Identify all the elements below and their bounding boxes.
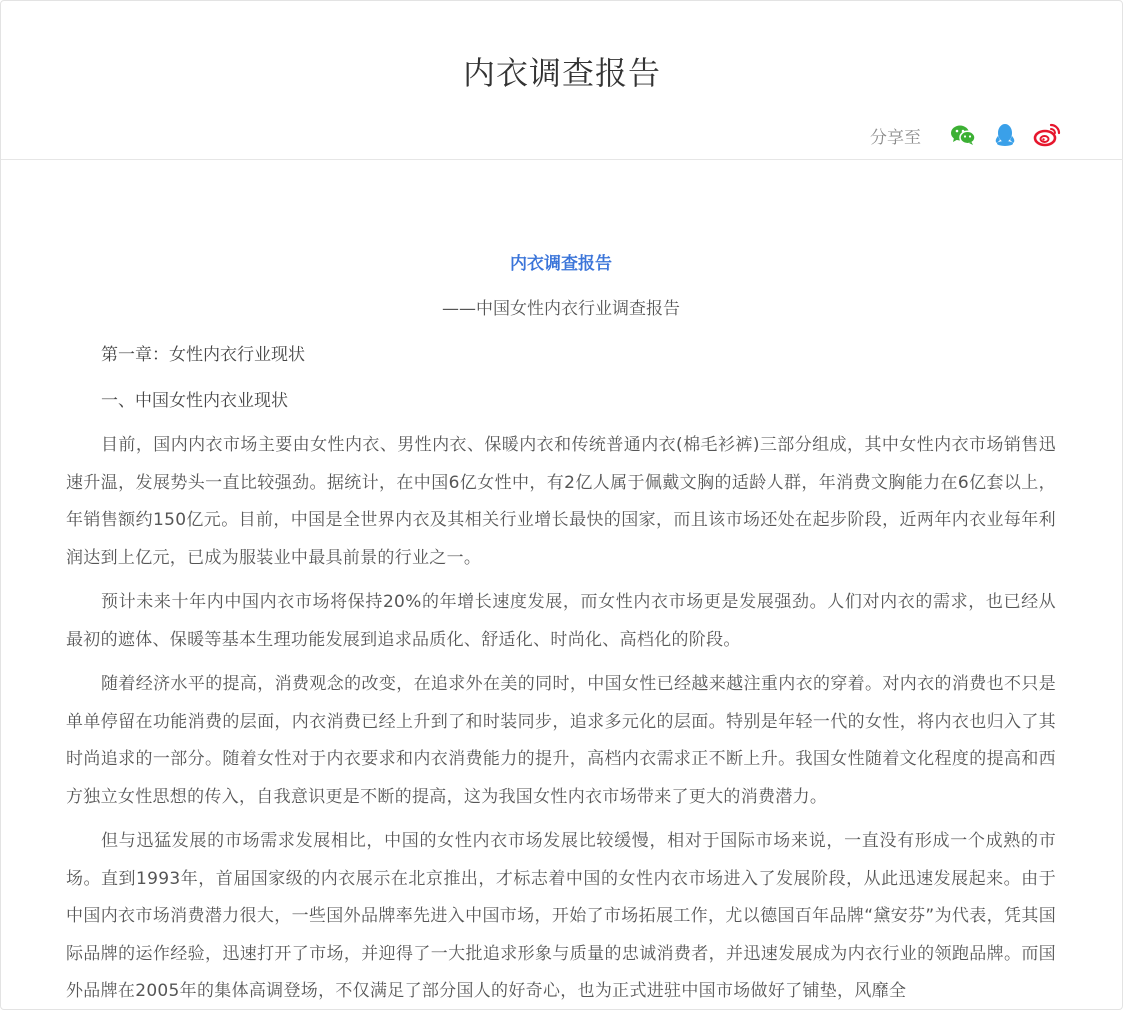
- section-heading: 一、中国女性内衣业现状: [101, 391, 288, 411]
- article-title: 内衣调查报告: [510, 254, 612, 274]
- paragraph: 预计未来十年内中国内衣市场将保持20%的年增长速度发展，而女性内衣市场更是发展强劲。人们对内衣的需求，也已经从最初的遮体、保暖等基本生理功能发展到追求品质化、舒适化、时尚化、高档化的阶段。: [66, 592, 1056, 650]
- article-subtitle: ——中国女性内衣行业调查报告: [442, 299, 680, 319]
- page-title: 内衣调查报告: [462, 54, 661, 92]
- page-header: [1, 1, 1123, 160]
- share-label: 分享至: [870, 127, 921, 148]
- share-bar: [870, 119, 1061, 151]
- paragraph: 随着经济水平的提高，消费观念的改变，在追求外在美的同时，中国女性已经越来越注重内衣的穿着。对内衣的消费也不只是单单停留在功能消费的层面，内衣消费已经上升到了和时装同步，追求多元化的层面。特别是年轻一代的女性，将内衣也归入了其时尚追求的一部分。随着女性对于内衣要求和内衣消费能力的提升，高档内衣需求正不断上升。我国女性随着文化程度的提高和西方独立女性思想的传入，自我意识更是不断的提高，这为我国女性内衣市场带来了更大的消费潜力。: [66, 674, 1056, 807]
- qq-icon[interactable]: [991, 121, 1019, 149]
- paragraph: 目前，国内内衣市场主要由女性内衣、男性内衣、保暖内衣和传统普通内衣(棉毛衫裤)三部分组成，其中女性内衣市场销售迅速升温，发展势头一直比较强劲。据统计，在中国6亿女性中，有2亿人属于佩戴文胸的适龄人群，年消费文胸能力在6亿套以上，年销售额约150亿元。目前，中国是全世界内衣及其相关行业增长最快的国家，而且该市场还处在起步阶段，近两年内衣业每年利润达到上亿元，已成为服装业中最具前景的行业之一。: [66, 435, 1056, 568]
- wechat-icon[interactable]: [949, 121, 977, 149]
- weibo-icon[interactable]: [1033, 121, 1061, 149]
- chapter-heading: 第一章：女性内衣行业现状: [101, 345, 305, 365]
- paragraph: 但与迅猛发展的市场需求发展相比，中国的女性内衣市场发展比较缓慢，相对于国际市场来说，一直没有形成一个成熟的市场。直到1993年，首届国家级的内衣展示在北京推出，才标志着中国的女性内衣市场进入了发展阶段，从此迅速发展起来。由于中国内衣市场消费潜力很大，一些国外品牌率先进入中国市场，开始了市场拓展工作，尤以德国百年品牌“黛安芬”为代表，凭其国际品牌的运作经验，迅速打开了市场，并迎得了一大批追求形象与质量的忠诚消费者，并迅速发展成为内衣行业的领跑品牌。而国外品牌在2005年的集体高调登场，不仅满足了部分国人的好奇心，也为正式进驻中国市场做好了铺垫，风靡全: [66, 831, 1056, 1001]
- article-body: [66, 244, 1056, 1018]
